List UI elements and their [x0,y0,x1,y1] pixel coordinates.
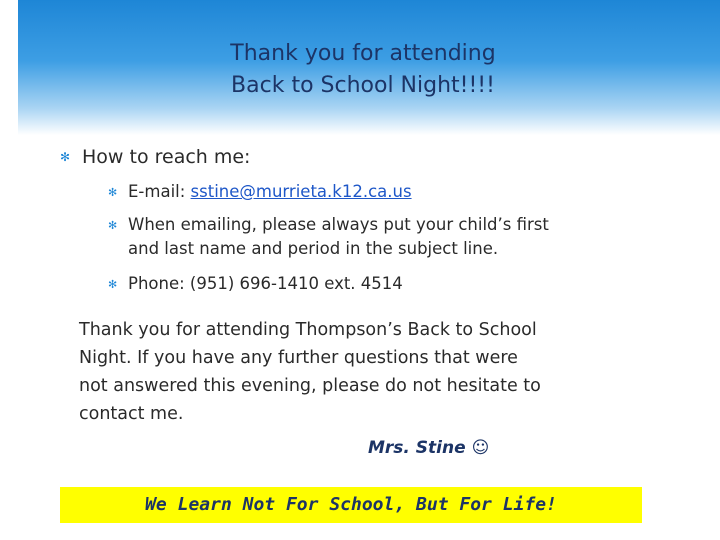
message-line-2: Night. If you have any further questions that were [79,348,518,368]
asterisk-bullet-icon: ✻ [108,219,118,232]
asterisk-bullet-icon: ✻ [108,186,118,199]
phone-text: Phone: (951) 696-1410 ext. 4514 [128,274,403,293]
smiley-icon: ☺ [471,438,490,458]
contact-heading: How to reach me: [82,146,251,168]
asterisk-bullet-icon: ✻ [108,278,118,291]
thank-you-message [79,316,639,428]
header-band [18,0,720,135]
message-line-1: Thank you for attending Thompson’s Back to School [79,320,537,340]
phone-item [108,272,403,296]
asterisk-bullet-icon: ✻ [60,150,71,164]
title-line-2: Back to School Night!!!! [231,73,495,98]
email-note-item [108,213,549,261]
contact-heading-item [60,146,251,168]
motto-banner: We Learn Not For School, But For Life! [60,487,642,523]
page-title [18,38,708,102]
message-line-4: contact me. [79,404,184,424]
title-line-1: Thank you for attending [230,41,496,66]
email-note-line-2: and last name and period in the subject line. [128,239,499,258]
email-label: E-mail: [128,182,186,201]
email-item [108,180,412,204]
signature [368,438,489,458]
signature-name: Mrs. Stine [368,438,466,458]
message-line-3: not answered this evening, please do not hesitate to [79,376,541,396]
email-link[interactable]: sstine@murrieta.k12.ca.us [190,182,412,201]
email-note-line-1: When emailing, please always put your child’s first [128,215,549,234]
